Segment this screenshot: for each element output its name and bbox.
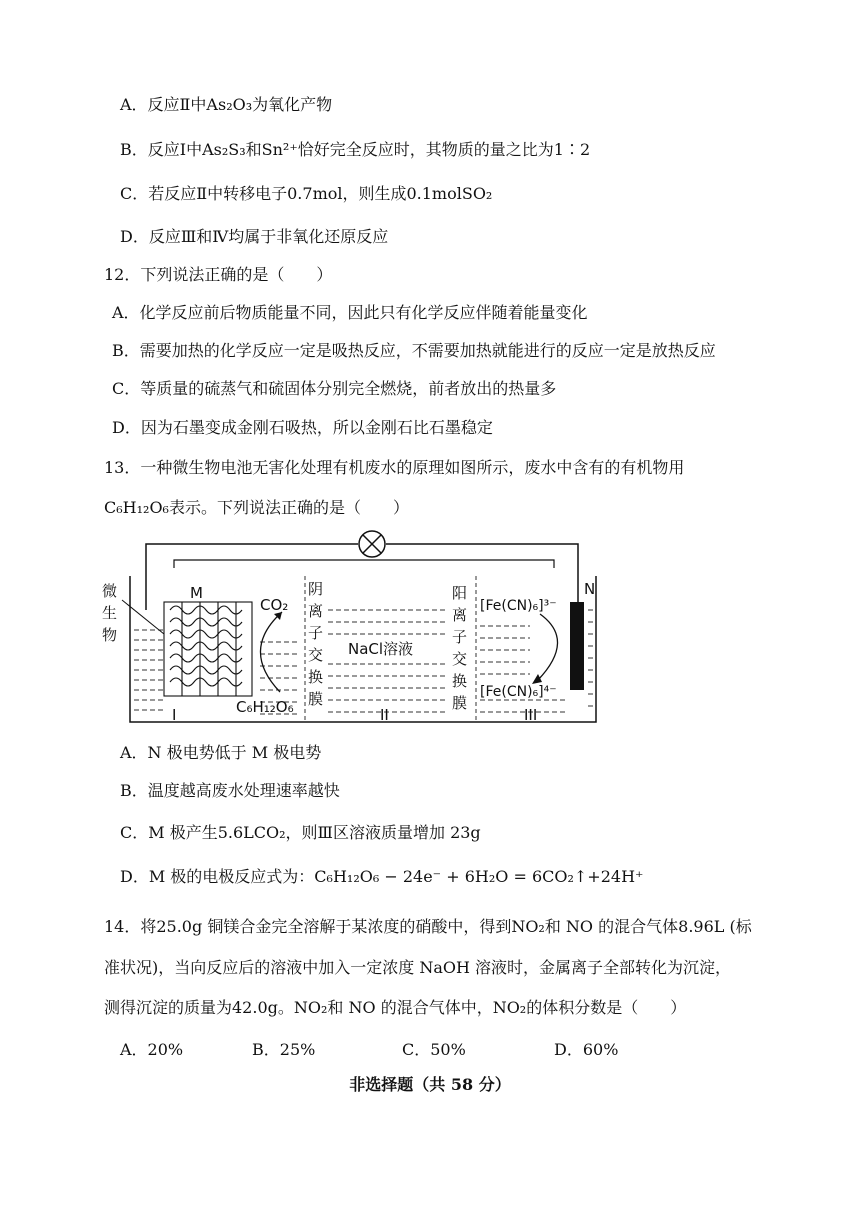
q13-option-a: A．N 极电势低于 M 极电势 [120, 743, 322, 762]
label-nacl: NaCl溶液 [348, 640, 414, 658]
fe3-to-fe4-arrow [538, 614, 558, 680]
q13-option-c: C．M 极产生5.6LCO₂，则Ⅲ区溶液质量增加 23g [120, 823, 481, 842]
label-microbe-1: 微 [102, 582, 118, 600]
label-anion-4: 交 [308, 646, 324, 664]
cell-lid [174, 560, 554, 568]
label-co2: CO₂ [260, 596, 289, 614]
q14-option-b: B．25% [252, 1040, 316, 1059]
q12-option-a: A．化学反应前后物质能量不同，因此只有化学反应伴随着能量变化 [112, 303, 588, 322]
q14-stem-line2: 准状况)，当向反应后的溶液中加入一定浓度 NaOH 溶液时，金属离子全部转化为沉淀， [104, 958, 732, 977]
label-cation-3: 子 [452, 628, 468, 646]
bulb-icon [359, 531, 385, 557]
label-anion-1: 阴 [308, 580, 324, 598]
electrode-n [570, 602, 584, 690]
label-anion-6: 膜 [308, 690, 324, 708]
label-microbe-3: 物 [102, 626, 118, 644]
q13-option-b: B．温度越高废水处理速率越快 [120, 781, 340, 800]
electrode-m [164, 602, 252, 696]
label-anion-5: 换 [308, 668, 324, 686]
q14-option-d: D．60% [554, 1040, 619, 1059]
label-glucose: C₆H₁₂O₆ [236, 698, 294, 716]
q12-option-d: D．因为石墨变成金刚石吸热，所以金刚石比石墨稳定 [112, 418, 493, 437]
label-cation-1: 阳 [452, 584, 468, 602]
label-cation-5: 换 [452, 672, 468, 690]
label-n: N [584, 580, 596, 598]
q14-option-a: A．20% [120, 1040, 184, 1059]
q11-option-c: C．若反应Ⅱ中转移电子0.7mol，则生成0.1molSO₂ [120, 184, 493, 203]
label-zone-2: II [380, 706, 389, 724]
label-fe4: [Fe(CN)₆]⁴⁻ [480, 684, 557, 700]
label-fe3: [Fe(CN)₆]³⁻ [480, 598, 557, 614]
q11-option-b: B．反应Ⅰ中As₂S₃和Sn²⁺恰好完全反应时，其物质的量之比为1∶2 [120, 140, 591, 159]
section-heading: 非选择题（共 58 分） [349, 1075, 511, 1094]
q12-stem: 12．下列说法正确的是（ ） [104, 265, 333, 284]
q12-option-b: B．需要加热的化学反应一定是吸热反应，不需要加热就能进行的反应一定是放热反应 [112, 341, 716, 360]
label-m: M [190, 584, 203, 602]
q11-option-a: A．反应Ⅱ中As₂O₃为氧化产物 [120, 95, 333, 114]
q14-stem-line3: 测得沉淀的质量为42.0g。NO₂和 NO 的混合气体中，NO₂的体积分数是（ ） [104, 998, 687, 1017]
label-zone-1: I [172, 706, 177, 724]
external-circuit [146, 544, 578, 590]
q11-option-d: D．反应Ⅲ和Ⅳ均属于非氧化还原反应 [120, 227, 389, 246]
glucose-to-co2-arrow [260, 612, 282, 692]
label-cation-2: 离 [452, 606, 468, 624]
q13-stem-line2: C₆H₁₂O₆表示。下列说法正确的是（ ） [104, 498, 409, 517]
q14-stem-line1: 14．将25.0g 铜镁合金完全溶解于某浓度的硝酸中，得到NO₂和 NO 的混合气体8.96L (标 [104, 917, 752, 936]
q12-option-c: C．等质量的硫蒸气和硫固体分别完全燃烧，前者放出的热量多 [112, 379, 557, 398]
label-zone-3: III [524, 706, 538, 724]
label-cation-4: 交 [452, 650, 468, 668]
q13-stem-line1: 13．一种微生物电池无害化处理有机废水的原理如图所示，废水中含有的有机物用 [104, 458, 685, 477]
label-anion-2: 离 [308, 602, 324, 620]
microbial-cell-diagram [100, 530, 600, 730]
label-anion-3: 子 [308, 624, 324, 642]
q14-option-c: C．50% [402, 1040, 466, 1059]
label-cation-6: 膜 [452, 694, 468, 712]
q13-option-d: D．M 极的电极反应式为：C₆H₁₂O₆ − 24e⁻ + 6H₂O = 6CO₂↑+24H⁺ [120, 867, 644, 886]
label-microbe-2: 生 [102, 604, 118, 622]
